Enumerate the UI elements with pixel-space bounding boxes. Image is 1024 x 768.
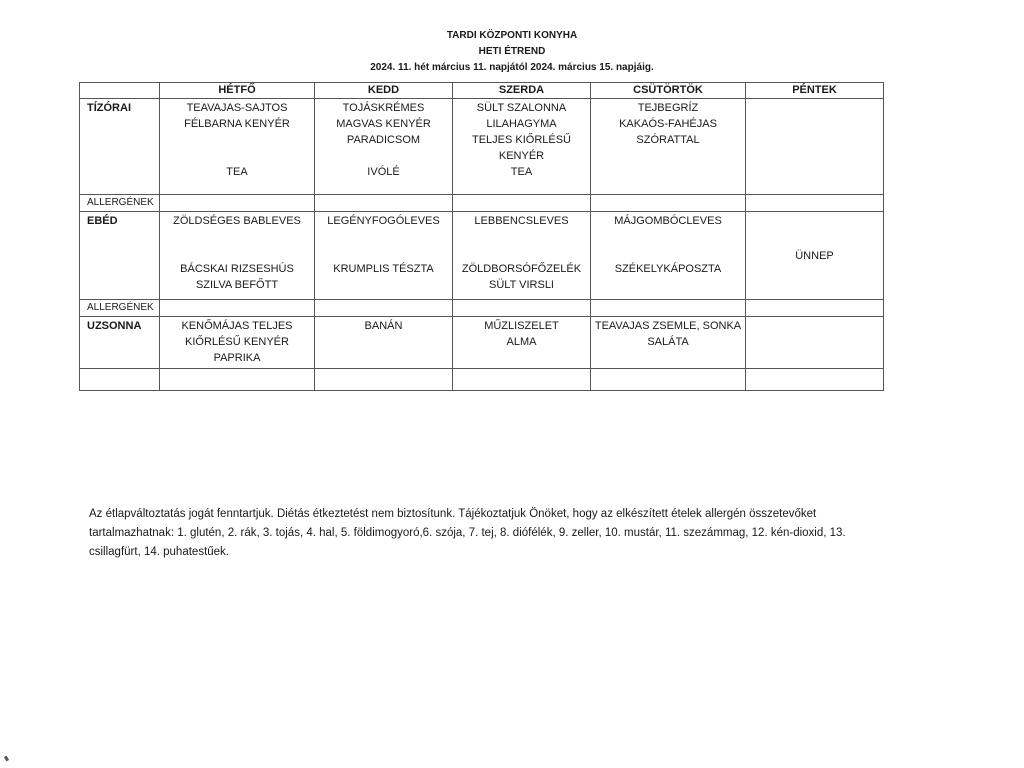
day-header-wednesday: SZERDA bbox=[453, 83, 591, 99]
day-header-friday: PÉNTEK bbox=[746, 83, 884, 99]
menu-line: SZILVA BEFŐTT bbox=[195, 279, 279, 291]
menu-line: KRUMPLIS TÉSZTA bbox=[333, 263, 434, 275]
ebed-tuesday bbox=[315, 212, 453, 300]
menu-line: KENYÉR bbox=[498, 150, 545, 162]
uzsonna-row bbox=[80, 317, 884, 369]
menu-line: LEBBENCSLEVES bbox=[474, 215, 569, 227]
allergen-cell bbox=[591, 195, 746, 212]
corner-cell bbox=[80, 83, 160, 99]
date-range: 2024. 11. hét március 11. napjától 2024. március 15. napjáig. bbox=[370, 62, 654, 73]
menu-line: SALÁTA bbox=[647, 336, 689, 348]
allergen-cell bbox=[160, 369, 315, 391]
allergen-cell bbox=[591, 369, 746, 391]
menu-line: MAGVAS KENYÉR bbox=[336, 118, 431, 130]
tizorai-row bbox=[80, 99, 884, 195]
day-header-thursday: CSÜTÖRTÖK bbox=[591, 83, 746, 99]
ebed-allergen-row bbox=[80, 300, 884, 317]
menu-line: TEA bbox=[510, 166, 533, 178]
allergen-cell bbox=[315, 300, 453, 317]
allergen-notice: Az étlapváltoztatás jogát fenntartjuk. Diétás étkeztetést nem biztosítunk. Tájékoztatjuk Önöket, hogy az elkészített ételek allergén összetevőket tartalmazhatnak: 1. glutén, 2. rák, 3. tojás, 4. hal, 5. földimogyoró,6. szója, 7. tej, 8. diófélék, 9. zeller, 10. mustár, 11. szezámmag, 12. kén-dioxid, 13. csillagfürt, 14. puhatestűek. bbox=[89, 508, 846, 558]
allergen-cell bbox=[160, 300, 315, 317]
allergen-cell bbox=[160, 195, 315, 212]
menu-line: KENŐMÁJAS TELJES bbox=[181, 320, 293, 332]
tizorai-allergen-row bbox=[80, 195, 884, 212]
document-header bbox=[0, 28, 1024, 76]
menu-line: ZÖLDBORSÓFŐZELÉK bbox=[461, 263, 582, 275]
menu-line: TEAVAJAS-SAJTOS bbox=[186, 102, 288, 114]
tizorai-label: TÍZÓRAI bbox=[80, 99, 160, 195]
menu-line: FÉLBARNA KENYÉR bbox=[184, 118, 290, 130]
menu-line: SZÉKELYKÁPOSZTA bbox=[614, 263, 722, 275]
menu-line: ZÖLDSÉGES BABLEVES bbox=[173, 215, 301, 227]
menu-line: PAPRIKA bbox=[213, 352, 261, 364]
day-header-monday: HÉTFŐ bbox=[160, 83, 315, 99]
menu-line: TEJBEGRÍZ bbox=[637, 102, 699, 114]
menu-line: IVÓLÉ bbox=[367, 166, 400, 178]
allergen-cell bbox=[746, 369, 884, 391]
allergen-label: ALLERGÉNEK bbox=[80, 300, 160, 317]
menu-line: SÜLT VIRSLI bbox=[488, 279, 554, 291]
menu-line: ALMA bbox=[506, 336, 537, 348]
allergen-cell bbox=[80, 369, 160, 391]
uzsonna-allergen-row bbox=[80, 369, 884, 391]
menu-line: LILAHAGYMA bbox=[486, 118, 557, 130]
allergen-cell bbox=[315, 195, 453, 212]
ebed-thursday bbox=[591, 212, 746, 300]
kitchen-title: TARDI KÖZPONTI KONYHA bbox=[446, 30, 578, 41]
tizorai-wednesday bbox=[453, 99, 591, 195]
allergen-cell bbox=[746, 195, 884, 212]
menu-line: TOJÁSKRÉMES bbox=[342, 102, 425, 114]
weekly-menu-table bbox=[79, 82, 884, 391]
ebed-wednesday bbox=[453, 212, 591, 300]
menu-title: HETI ÉTREND bbox=[478, 46, 546, 57]
uzsonna-wednesday bbox=[453, 317, 591, 369]
allergen-cell bbox=[746, 300, 884, 317]
holiday-label: ÜNNEP bbox=[795, 250, 834, 262]
menu-line: BÁCSKAI RIZSESHÚS bbox=[180, 263, 294, 275]
day-header-row bbox=[80, 83, 884, 99]
menu-line: SZÓRATTAL bbox=[636, 134, 700, 146]
ebed-row bbox=[80, 212, 884, 300]
menu-line: BANÁN bbox=[364, 320, 403, 332]
menu-line: SÜLT SZALONNA bbox=[476, 102, 567, 114]
ebed-label: EBÉD bbox=[80, 212, 160, 300]
uzsonna-tuesday bbox=[315, 317, 453, 369]
menu-line: TELJES KIŐRLÉSŰ bbox=[471, 134, 572, 146]
ebed-friday bbox=[746, 212, 884, 300]
allergen-cell bbox=[453, 369, 591, 391]
day-header-tuesday: KEDD bbox=[315, 83, 453, 99]
menu-line: PARADICSOM bbox=[346, 134, 421, 146]
tizorai-friday bbox=[746, 99, 884, 195]
allergen-cell bbox=[315, 369, 453, 391]
uzsonna-thursday bbox=[591, 317, 746, 369]
allergen-label: ALLERGÉNEK bbox=[80, 195, 160, 212]
menu-line: TEAVAJAS ZSEMLE, SONKA bbox=[594, 320, 742, 332]
allergen-cell bbox=[453, 195, 591, 212]
uzsonna-monday bbox=[160, 317, 315, 369]
tizorai-thursday bbox=[591, 99, 746, 195]
uzsonna-friday bbox=[746, 317, 884, 369]
allergen-cell bbox=[453, 300, 591, 317]
menu-line: LEGÉNYFOGÓLEVES bbox=[327, 215, 440, 227]
tizorai-tuesday bbox=[315, 99, 453, 195]
allergen-cell bbox=[591, 300, 746, 317]
menu-line: KAKAÓS-FAHÉJAS bbox=[619, 118, 717, 130]
menu-line: MŰZLISZELET bbox=[484, 320, 559, 332]
menu-line: TEA bbox=[226, 166, 248, 178]
menu-line: KIŐRLÉSŰ KENYÉR bbox=[185, 336, 289, 348]
uzsonna-label: UZSONNA bbox=[80, 317, 160, 369]
ebed-monday bbox=[160, 212, 315, 300]
scan-speck bbox=[4, 756, 9, 762]
tizorai-monday bbox=[160, 99, 315, 195]
menu-line: MÁJGOMBÓCLEVES bbox=[614, 215, 722, 227]
